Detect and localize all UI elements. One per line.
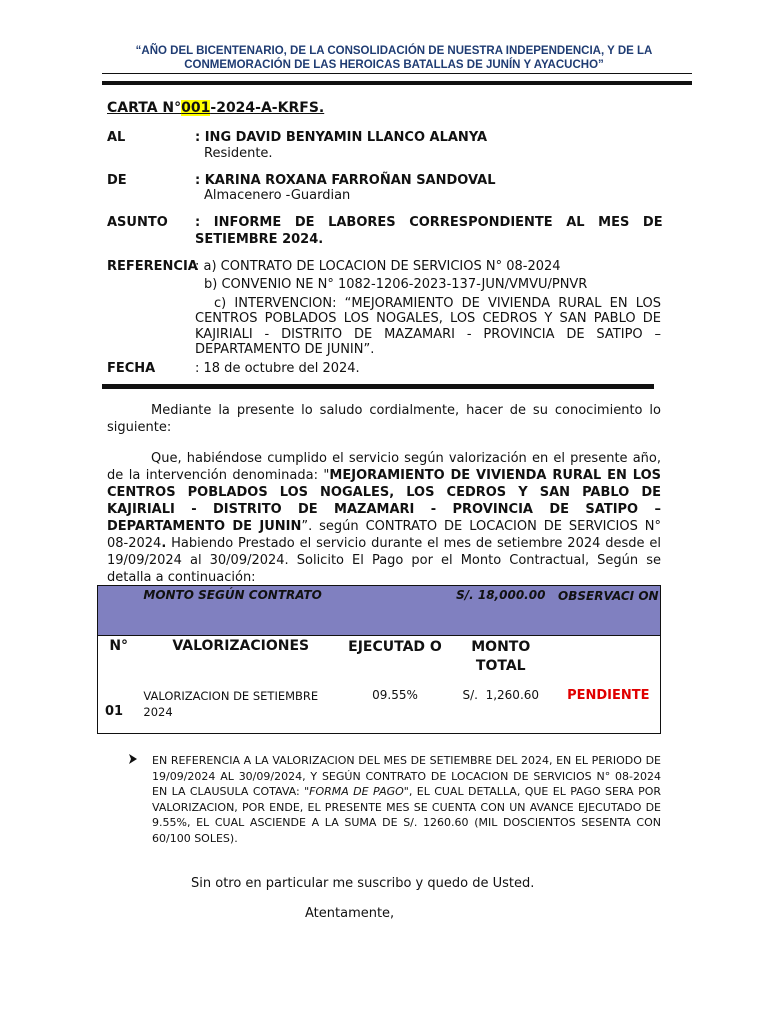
p2-intro: Que, habiéndose cumplido el servicio según valorización en el presente año, de la intervención denominada: "	[107, 451, 661, 483]
body-paragraph-2	[107, 450, 661, 586]
p2-contract: ”. según CONTRATO DE LOCACION DE SERVICIOS N° 08-2024	[107, 519, 661, 551]
contract-amount-value: S/. 18,000.00	[456, 588, 546, 602]
table-contract-row	[98, 586, 661, 636]
motto-line-1: “AÑO DEL BICENTENARIO, DE LA CONSOLIDACIÓN DE NUESTRA INDEPENDENCIA, Y DE LA	[135, 45, 653, 57]
letter-prefix: CARTA N°	[107, 100, 182, 116]
header-divider-thin	[102, 73, 692, 74]
observation-header: OBSERVACI ON	[558, 589, 659, 603]
motto-line-2: CONMEMORACIÓN DE LAS HEROICAS BATALLAS DE JUNÍN Y AYACUCHO”	[184, 59, 604, 71]
de-role: Almacenero -Guardian	[204, 188, 351, 203]
p2-project-name: MEJORAMIENTO DE VIVIENDA RURAL EN LOS CENTROS POBLADOS LOS NOGALES, LOS CEDROS Y SAN PABLO DE KAJIRIALI - DISTRITO DE MAZAMARI - PROVINCIA DE SATIPO – DEPARTAMENTO DE JUNIN	[107, 468, 661, 534]
table-row	[98, 681, 661, 734]
table-column-headers	[98, 636, 661, 681]
referencia-b: b) CONVENIO NE N° 1082-1206-2023-137-JUN/VMVU/PNVR	[204, 277, 588, 292]
row-description: VALORIZACION DE SETIEMBRE 2024	[143, 688, 319, 719]
row-executed-percent: 09.55%	[372, 687, 418, 702]
asunto-line-2: SETIEMBRE 2024.	[195, 232, 324, 247]
section-divider	[102, 384, 654, 389]
body-paragraph-1: Mediante la presente lo saludo cordialmente, hacer de su conocimiento lo siguiente:	[107, 403, 661, 435]
col-executed-header: EJECUTAD O	[348, 639, 442, 655]
signoff: Atentamente,	[305, 906, 395, 921]
note-payment-clause: FORMA DE PAGO	[309, 785, 404, 799]
col-amount-header: MONTO TOTAL	[471, 639, 531, 674]
al-label: AL	[107, 130, 126, 145]
letter-number	[107, 100, 324, 116]
contract-amount-label: MONTO SEGÚN CONTRATO	[143, 588, 322, 602]
referencia-a: : a) CONTRATO DE LOCACION DE SERVICIOS N° 08-2024	[195, 259, 561, 274]
note-text-a: EN REFERENCIA A LA VALORIZACION DEL MES DE SETIEMBRE DEL 2024, EN EL PERIODO DE 19/09/2024 AL 30/09/2024, Y SEGÚN CONTRATO DE LOCACION DE SERVICIOS N° 08-2024 EN LA CLAUSULA COTAVA: "	[152, 754, 661, 799]
header-divider-thick	[102, 81, 692, 85]
p2-service-period: Habiendo Prestado el servicio durante el mes de setiembre 2024 desde el 19/09/2024 al 30/09/2024. Solicito El Pago por el Monto Contractual, Según se detalla a continuación:	[107, 536, 661, 585]
de-name: : KARINA ROXANA FARROÑAN SANDOVAL	[195, 173, 496, 188]
note-text-b: ", EL CUAL DETALLA, QUE EL PAGO SERA POR VALORIZACION, POR ENDE, EL PRESENTE MES SE CUENTA CON UN AVANCE EJECUTADO DE 9.55%, EL CUAL ASCIENDE A LA SUMA DE S/. 1260.60 (MIL DOSCIENTOS SESENTA CON 60/100 SOLES).	[152, 785, 662, 845]
status-badge: PENDIENTE	[567, 687, 650, 703]
row-amount: S/. 1,260.60	[462, 687, 540, 702]
asunto-line-1: : INFORME DE LABORES CORRESPONDIENTE AL MES DE	[195, 215, 663, 230]
row-number: 01	[105, 704, 124, 719]
letter-suffix: -2024-A-KRFS.	[210, 100, 325, 116]
payment-note	[152, 753, 661, 847]
referencia-c: c) INTERVENCION: “MEJORAMIENTO DE VIVIENDA RURAL EN LOS CENTROS POBLADOS LOS NOGALES, LOS CEDROS Y SAN PABLO DE KAJIRIALI - DISTRITO DE MAZAMARI - PROVINCIA DE SATIPO – DEPARTAMENTO DE JUNIN”.	[195, 296, 661, 357]
fecha-value: : 18 de octubre del 2024.	[195, 361, 360, 376]
al-name: : ING DAVID BENYAMIN LLANCO ALANYA	[195, 130, 488, 145]
asunto-label: ASUNTO	[107, 215, 168, 230]
col-valuations-header: VALORIZACIONES	[172, 638, 310, 654]
closing-line: Sin otro en particular me suscribo y quedo de Usted.	[191, 876, 535, 891]
al-role: Residente.	[204, 146, 273, 161]
p2-dot: .	[161, 536, 167, 551]
letter-number-highlight: 001	[181, 100, 211, 116]
referencia-label: REFERENCIA	[107, 259, 198, 274]
document-motto	[108, 44, 680, 72]
fecha-label: FECHA	[107, 361, 156, 376]
col-number-header: N°	[109, 638, 129, 654]
arrow-bullet-icon	[128, 753, 138, 768]
valuation-table	[97, 585, 661, 734]
de-label: DE	[107, 173, 127, 188]
